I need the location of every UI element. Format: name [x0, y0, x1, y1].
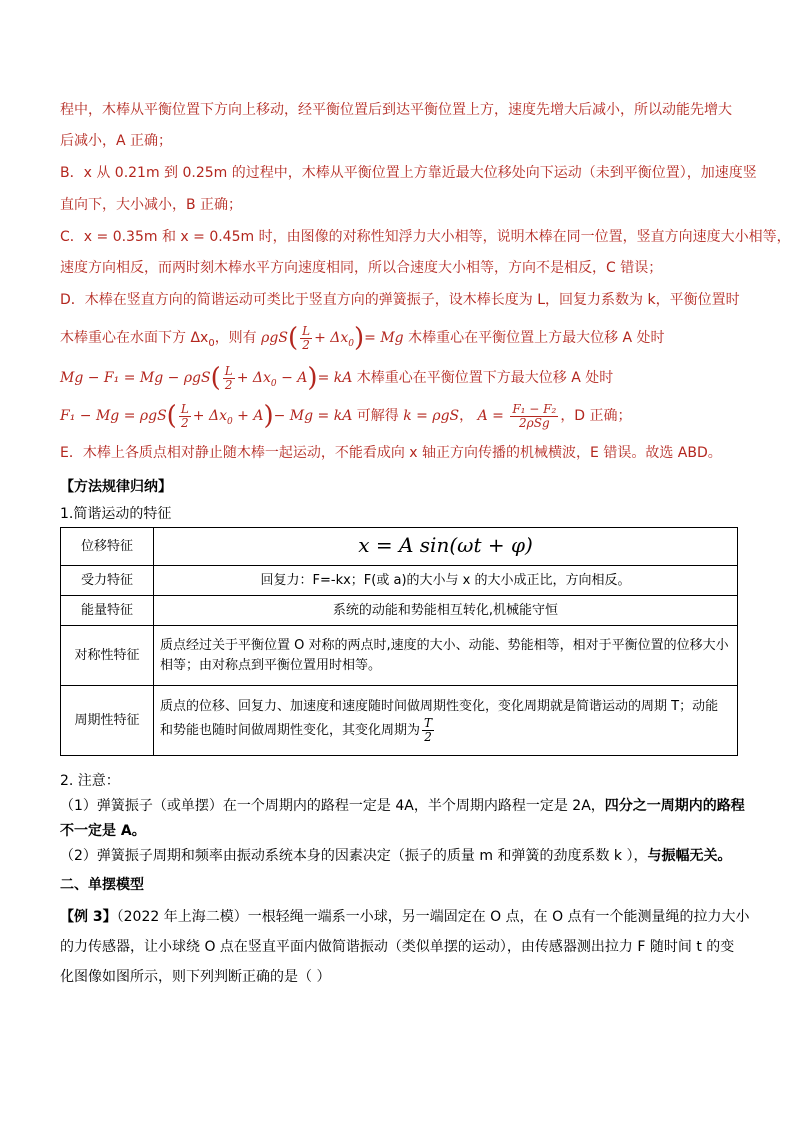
table-key: 能量特征	[61, 596, 154, 626]
subscript: 0	[208, 337, 215, 349]
table-row	[61, 596, 738, 626]
table-key: 受力特征	[61, 566, 154, 596]
equation-3: F₁ − Mg = ρgS( $\frac{L}{2}$ + $\Delta x_0 + A)- Mg$ = kA	[60, 401, 353, 431]
answer-line: 程中，木棒从平衡位置下方向上移动，经平衡位置后到达平衡位置上方，速度先增大后减小，所以动能先增大	[60, 102, 732, 118]
text-span: ，D 正确；	[560, 408, 632, 424]
table-row	[61, 686, 738, 756]
answer-line-formula: F₁ − Mg = ρgS( $\frac{L}{2}$ + $\Delta x_0 + A)- Mg$ = kA 可解得 k = ρgS， A = $\frac{\text{F₁ − F₂}}{\text{2ρSg}}$ ，D 正确；	[60, 401, 632, 431]
equation-2: Mg − F₁ = Mg − ρgS( $\frac{L}{2}$ + $\Delta x_0 - A)=$ kA	[60, 363, 353, 393]
table-row	[61, 566, 738, 596]
table-value: 质点的位移、回复力、加速度和速度随时间做周期性变化，变化周期就是简谐运动的周期 T；动能和势能也随时间做周期性变化，其变化周期为 $\frac{T}{2}$	[154, 686, 738, 756]
answer-line-formula	[60, 360, 740, 396]
text-span: 可解得	[356, 408, 399, 424]
text-span: 木棒重心在平衡位置上方最大位移 A 处时	[408, 330, 665, 346]
example-line: 【例 3】（2022 年上海二模）一根轻绳一端系一小球，另一端固定在 O 点，在 O 点有一个能测量绳的拉力大小	[60, 909, 750, 925]
section-heading: 【方法规律归纳】	[60, 479, 172, 495]
table-value: x = A sin(ωt + φ)	[154, 528, 738, 566]
subsection-title: 1.简谐运动的特征	[60, 506, 172, 522]
example-line: 的力传感器，让小球绕 O 点在竖直平面内做简谐振动（类似单摆的运动），由传感器测出拉力 F 随时间 t 的变	[60, 939, 735, 955]
notes-title: 2. 注意：	[60, 773, 120, 789]
note-line: 不一定是 A。	[60, 823, 146, 839]
table-value: 质点经过关于平衡位置 O 对称的两点时,速度的大小、动能、势能相等，相对于平衡位置的位移大小相等；由对称点到平衡位置用时相等。	[154, 626, 738, 686]
table-row	[61, 626, 738, 686]
note-line: （1）弹簧振子（或单摆）在一个周期内的路程一定是 4A，半个周期内路程一定是 2A，四分之一周期内的路程	[60, 798, 745, 814]
section-heading: 二、单摆模型	[60, 877, 144, 893]
table-row	[61, 528, 738, 566]
answer-line: 后减小，A 正确；	[60, 133, 173, 149]
answer-line: 速度方向相反，而两时刻木棒水平方向速度相同，所以合速度大小相等，方向不是相反，C 错误；	[60, 260, 663, 276]
answer-line: E．木棒上各质点相对静止随木棒一起运动，不能看成向 x 轴正方向传播的机械横波，E 错误。故选 ABD。	[60, 445, 722, 461]
answer-line-formula	[60, 320, 740, 356]
equation-A: A = $\frac{\text{F₁ − F₂}}{\text{2ρSg}}$	[477, 401, 557, 430]
table-key: 周期性特征	[61, 686, 154, 756]
equation-1: ρgS( $\frac{L}{2}$ + $\Delta x_0)= Mg$	[261, 323, 404, 353]
table-key: 对称性特征	[61, 626, 154, 686]
text-span: ，则有	[214, 330, 257, 346]
answer-line: B．x 从 0.21m 到 0.25m 的过程中，木棒从平衡位置上方靠近最大位移处向下运动（未到平衡位置），加速度竖	[60, 165, 757, 181]
text-span: 木棒重心在水面下方 Δx	[60, 330, 209, 346]
table-value: 回复力：F=-kx；F(或 a)的大小与 x 的大小成正比，方向相反。	[154, 566, 738, 596]
answer-line: C．x = 0.35m 和 x = 0.45m 时，由图像的对称性知浮力大小相等，说明木棒在同一位置，竖直方向速度大小相等，	[60, 229, 791, 245]
table-key: 位移特征	[61, 528, 154, 566]
answer-line: D．木棒在竖直方向的简谐运动可类比于竖直方向的弹簧振子，设木棒长度为 L，回复力系数为 k，平衡位置时	[60, 292, 740, 308]
example-line: 化图像如图所示，则下列判断正确的是（ ）	[60, 969, 331, 985]
feature-table	[60, 527, 738, 756]
answer-line: 直向下，大小减小，B 正确；	[60, 197, 243, 213]
note-line: （2）弹簧振子周期和频率由振动系统本身的因素决定（振子的质量 m 和弹簧的劲度系数 k ），与振幅无关。	[60, 848, 732, 864]
text-span: 木棒重心在平衡位置下方最大位移 A 处时	[356, 370, 614, 386]
equation-k: k = ρgS	[403, 408, 460, 424]
table-value: 系统的动能和势能相互转化,机械能守恒	[154, 596, 738, 626]
